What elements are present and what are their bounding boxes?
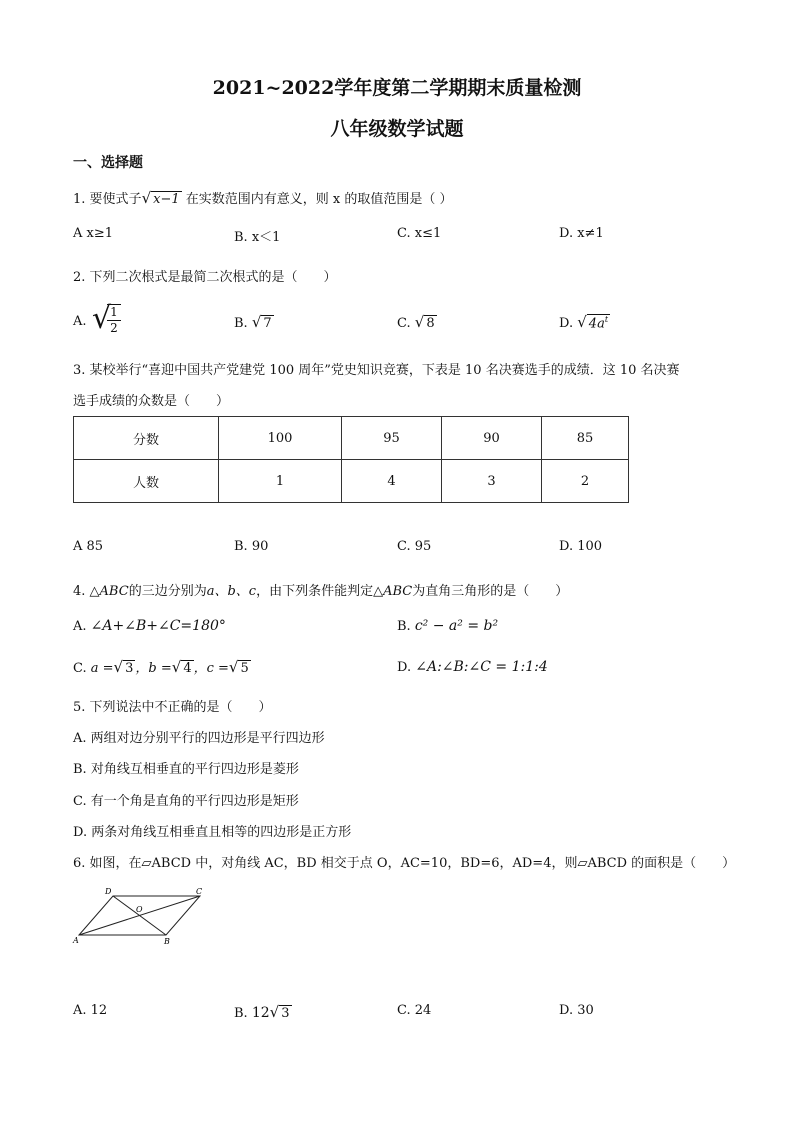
q6-option-c[interactable]: C. 24 bbox=[397, 1003, 432, 1018]
page-subtitle: 八年级数学试题 bbox=[330, 118, 464, 140]
table-cell: 分数 bbox=[74, 417, 219, 460]
q5-option-d[interactable]: D. 两条对角线互相垂直且相等的四边形是正方形 bbox=[73, 825, 352, 840]
q1-option-c[interactable]: C. x≤1 bbox=[397, 226, 442, 241]
label-a: A bbox=[73, 936, 79, 945]
table-cell: 100 bbox=[219, 417, 342, 460]
label-o: O bbox=[136, 905, 143, 914]
table-cell: 2 bbox=[542, 460, 629, 503]
q5-option-b[interactable]: B. 对角线互相垂直的平行四边形是菱形 bbox=[73, 762, 299, 777]
table-cell: 4 bbox=[342, 460, 442, 503]
question-5: 5. 下列说法中不正确的是（ ） bbox=[73, 700, 272, 715]
question-3-line2: 选手成绩的众数是（ ） bbox=[73, 394, 230, 409]
q6-option-a[interactable]: A. 12 bbox=[73, 1003, 108, 1018]
q2-option-d[interactable]: D. √ $4a^t$ bbox=[559, 313, 609, 331]
section-heading: 一、选择题 bbox=[73, 155, 143, 171]
table-cell: 95 bbox=[342, 417, 442, 460]
label-b: B bbox=[164, 937, 170, 946]
sqrt-symbol: √ bbox=[141, 189, 152, 207]
table-row bbox=[74, 417, 629, 460]
q3-option-b[interactable]: B. 90 bbox=[234, 539, 269, 554]
table-cell: 1 bbox=[219, 460, 342, 503]
table-cell: 人数 bbox=[74, 460, 219, 503]
table-cell: 3 bbox=[442, 460, 542, 503]
table-row bbox=[74, 460, 629, 503]
q5-option-a[interactable]: A. 两组对边分别平行的四边形是平行四边形 bbox=[73, 731, 325, 746]
sqrt-symbol: √ bbox=[92, 301, 112, 336]
q3-option-a[interactable]: A 85 bbox=[73, 539, 104, 554]
q4-option-d[interactable]: D. ∠A:∠B:∠C = 1:1:4 bbox=[397, 659, 548, 675]
question-3-line1: 3. 某校举行“喜迎中国共产党建党 100 周年”党史知识竞赛，下表是 10 名决赛选手的成绩．这 10 名决赛 bbox=[73, 363, 680, 378]
q1-option-a[interactable]: A x≥1 bbox=[73, 226, 114, 241]
label-c: C bbox=[196, 887, 203, 896]
question-6: 6. 如图，在▱ABCD 中，对角线 AC，BD 相交于点 O，AC=10，BD=6，AD=4，则▱ABCD 的面积是（ ） bbox=[73, 856, 736, 871]
q4-option-b[interactable]: B. c² − a² = b² bbox=[397, 618, 499, 634]
q4-option-c[interactable]: C. a =√ 3 ，b =√ 4 ，c =√ 5 bbox=[73, 658, 249, 676]
question-2: 2. 下列二次根式是最简二次根式的是（ ） bbox=[73, 270, 337, 285]
q1-option-d[interactable]: D. x≠1 bbox=[559, 226, 604, 241]
q6-option-b[interactable]: B. 12√ 3 bbox=[234, 1003, 290, 1021]
question-4: 4. △ABC的三边分别为a、b、c，由下列条件能判定△ABC为直角三角形的是（ ） bbox=[73, 584, 569, 599]
q1-radicand: x−1 bbox=[153, 192, 180, 207]
page-title: 2021~2022学年度第二学期期末质量检测 bbox=[212, 77, 582, 99]
q3-option-d[interactable]: D. 100 bbox=[559, 539, 603, 554]
q5-option-c[interactable]: C. 有一个角是直角的平行四边形是矩形 bbox=[73, 794, 299, 809]
label-d: D bbox=[105, 887, 112, 896]
q1-option-b[interactable]: B. x＜1 bbox=[234, 230, 281, 245]
parallelogram-figure bbox=[70, 885, 215, 947]
question-1: 1. 要使式子√ x−1 在实数范围内有意义，则 x 的取值范围是（ ） bbox=[73, 189, 453, 207]
q4-option-a[interactable]: A. ∠A+∠B+∠C=180° bbox=[73, 618, 226, 634]
table-cell: 85 bbox=[542, 417, 629, 460]
table-cell: 90 bbox=[442, 417, 542, 460]
q2-option-b[interactable]: B. √ 7 bbox=[234, 313, 272, 331]
q3-option-c[interactable]: C. 95 bbox=[397, 539, 432, 554]
q6-option-d[interactable]: D. 30 bbox=[559, 1003, 594, 1018]
q2-option-c[interactable]: C. √ 8 bbox=[397, 313, 435, 331]
score-table bbox=[73, 416, 629, 503]
diagonal-bd bbox=[113, 896, 166, 935]
